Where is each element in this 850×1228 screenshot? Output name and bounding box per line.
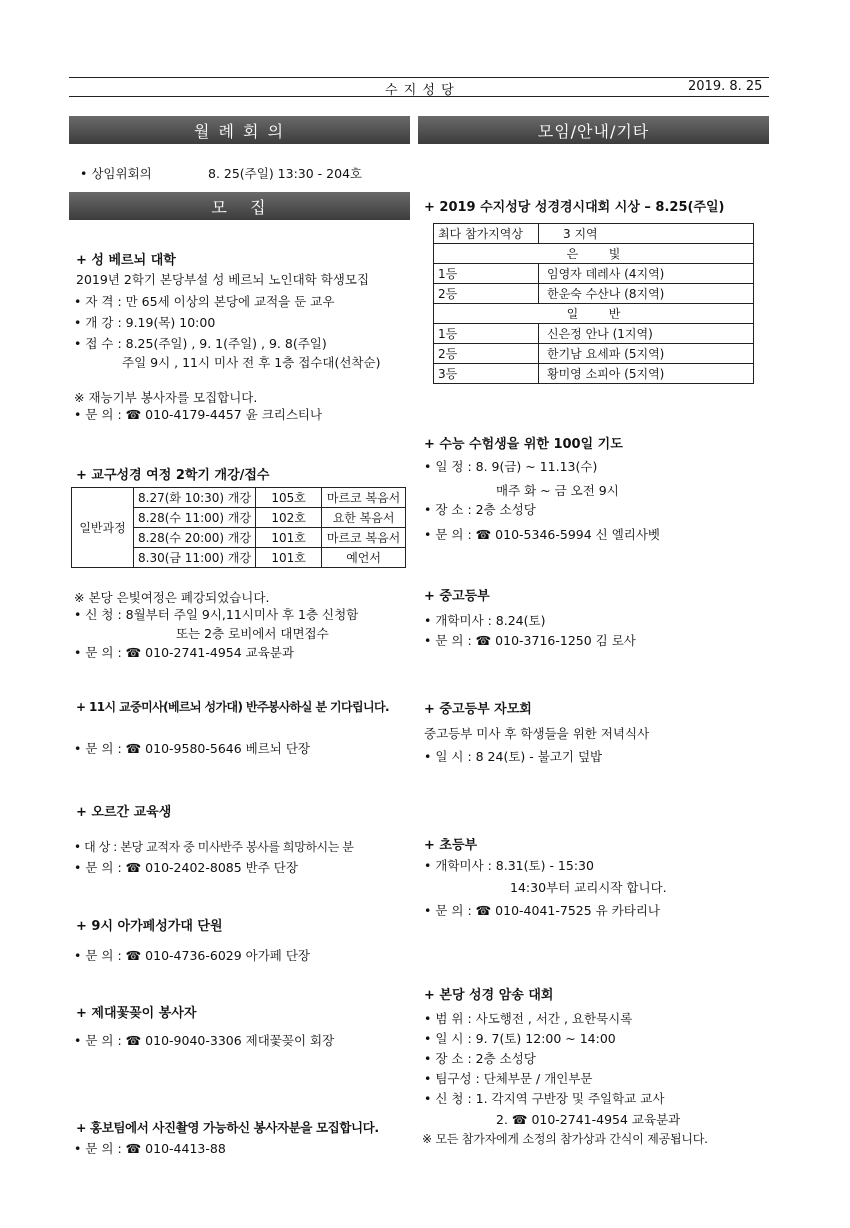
elementary-title: + 초등부 [424, 838, 478, 853]
recruit-bar: 모 집 [69, 192, 410, 220]
recitation-line: ※ 모든 참가자에게 소정의 참가상과 간식이 제공됩니다. [422, 1132, 708, 1146]
bernoi-title: + 성 베르뇌 대학 [76, 253, 176, 268]
bible-line: • 신 청 : 8월부터 주일 9시,11시미사 후 1층 신청함 [74, 607, 359, 622]
prayer-line: 매주 화 ~ 금 오전 9시 [496, 483, 619, 498]
bulletin-date: 2019. 8. 25 [688, 79, 763, 94]
header-top-rule [69, 77, 769, 78]
table-row [434, 324, 754, 344]
table-cell: 8.28(수 20:00) 개강 [134, 528, 256, 548]
table-cell: 한기남 요세파 (5지역) [539, 344, 754, 364]
table-cell: 101호 [256, 548, 322, 568]
table-cell: 8.30(금 11:00) 개강 [134, 548, 256, 568]
agape-contact: • 문 의 : ☎ 010-4736-6029 아가페 단장 [74, 948, 310, 963]
middle-high-line: • 문 의 : ☎ 010-3716-1250 김 로사 [424, 633, 636, 648]
table-cell: 임영자 데레사 (4지역) [539, 264, 754, 284]
photo-volunteer-title: + 홍보팀에서 사진촬영 가능하신 봉사자분을 모집합니다. [76, 1120, 379, 1135]
bernoi-line: 2019년 2학기 본당부설 성 베르뇌 노인대학 학생모집 [76, 272, 370, 287]
table-cell: 1등 [434, 324, 539, 344]
header-bottom-rule [69, 96, 769, 97]
table-cell: 신은정 안나 (1지역) [539, 324, 754, 344]
recitation-line: • 팀구성 : 단체부문 / 개인부문 [424, 1071, 593, 1086]
recitation-line: • 신 청 : 1. 각지역 구반장 및 주일학교 교사 [424, 1091, 665, 1106]
elementary-line: • 문 의 : ☎ 010-4041-7525 유 카타리나 [424, 903, 660, 918]
bernoi-line: • 자 격 : 만 65세 이상의 본당에 교적을 둔 교우 [74, 294, 335, 309]
meeting-value: 8. 25(주일) 13:30 - 204호 [208, 166, 363, 181]
quiz-award-table [433, 223, 754, 384]
table-row [434, 264, 754, 284]
parents-line: • 일 시 : 8 24(토) - 불고기 덮밥 [424, 749, 603, 764]
table-row [434, 244, 754, 264]
table-row [434, 304, 754, 324]
table-row [434, 344, 754, 364]
bernoi-line: 주일 9시 , 11시 미사 전 후 1층 접수대(선착순) [122, 355, 381, 370]
parents-title: + 중고등부 자모회 [424, 702, 532, 717]
bernoi-line: • 개 강 : 9.19(목) 10:00 [74, 315, 216, 330]
table-cell: 1등 [434, 264, 539, 284]
agape-title: + 9시 아가페성가대 단원 [76, 919, 223, 934]
altar-flower-contact: • 문 의 : ☎ 010-9040-3306 제대꽃꽂이 회장 [74, 1033, 335, 1048]
table-cell: 마르코 복음서 [322, 488, 406, 508]
bible-line: 또는 2층 로비에서 대면접수 [176, 626, 329, 641]
bernoi-line: ※ 재능기부 봉사자를 모집합니다. [74, 390, 258, 405]
photo-volunteer-contact: • 문 의 : ☎ 010-4413-88 [74, 1141, 226, 1156]
table-cell: 한운숙 수산나 (8지역) [539, 284, 754, 304]
recitation-line: • 일 시 : 9. 7(토) 12:00 ~ 14:00 [424, 1031, 616, 1046]
table-cell: 황미영 소피아 (5지역) [539, 364, 754, 384]
table-cell: 예언서 [322, 548, 406, 568]
table-cell: 3 지역 [539, 224, 754, 244]
table-cell: 8.28(수 11:00) 개강 [134, 508, 256, 528]
table-row [72, 488, 406, 508]
table-cell: 은 빛 [434, 244, 754, 264]
prayer-line: • 문 의 : ☎ 010-5346-5994 신 엘리사벳 [424, 527, 660, 542]
bernoi-line: • 문 의 : ☎ 010-4179-4457 윤 크리스티나 [74, 407, 323, 422]
table-cell: 마르코 복음서 [322, 528, 406, 548]
course-group: 일반과정 [72, 488, 134, 568]
elementary-line: • 개학미사 : 8.31(토) - 15:30 [424, 858, 594, 873]
bible-line: • 문 의 : ☎ 010-2741-4954 교육분과 [74, 645, 294, 660]
table-cell: 요한 복음서 [322, 508, 406, 528]
table-cell: 8.27(화 10:30) 개강 [134, 488, 256, 508]
middle-high-title: + 중고등부 [424, 589, 490, 604]
bernoi-line: • 접 수 : 8.25(주일) , 9. 1(주일) , 9. 8(주일) [74, 336, 327, 351]
table-cell: 최다 참가지역상 [434, 224, 539, 244]
bible-course-title: + 교구성경 여정 2학기 개강/접수 [76, 468, 270, 483]
parents-line: 중고등부 미사 후 학생들을 위한 저녁식사 [424, 726, 650, 741]
table-row [434, 364, 754, 384]
prayer-line: • 장 소 : 2층 소성당 [424, 502, 536, 517]
recitation-title: + 본당 성경 암송 대회 [424, 988, 554, 1003]
meeting-label: • 상임위회의 [80, 166, 152, 181]
gathering-bar: 모임/안내/기타 [418, 116, 769, 144]
recitation-line: • 장 소 : 2층 소성당 [424, 1051, 536, 1066]
altar-flower-title: + 제대꽃꽂이 봉사자 [76, 1006, 197, 1021]
accompanist-title: + 11시 교중미사(베르뇌 성가대) 반주봉사하실 분 기다립니다. [76, 700, 389, 714]
bible-quiz-title: + 2019 수지성당 성경경시대회 시상 – 8.25(주일) [424, 200, 725, 215]
middle-high-line: • 개학미사 : 8.24(토) [424, 613, 546, 628]
elementary-line: 14:30부터 교리시작 합니다. [510, 880, 667, 895]
exam-prayer-title: + 수능 수험생을 위한 100일 기도 [424, 437, 623, 452]
table-row [434, 284, 754, 304]
organ-title: + 오르간 교육생 [76, 805, 172, 820]
bible-line: ※ 본당 은빛여정은 폐강되었습니다. [74, 590, 270, 605]
table-cell: 3등 [434, 364, 539, 384]
table-cell: 2등 [434, 344, 539, 364]
organ-line: • 문 의 : ☎ 010-2402-8085 반주 단장 [74, 860, 298, 875]
prayer-line: • 일 정 : 8. 9(금) ~ 11.13(수) [424, 459, 598, 474]
recitation-line: • 범 위 : 사도행전 , 서간 , 요한묵시록 [424, 1011, 633, 1026]
table-cell: 105호 [256, 488, 322, 508]
monthly-meeting-bar: 월 례 회 의 [69, 116, 410, 144]
accompanist-contact: • 문 의 : ☎ 010-9580-5646 베르뇌 단장 [74, 741, 310, 756]
recitation-line: 2. ☎ 010-2741-4954 교육분과 [496, 1112, 681, 1127]
parish-title: 수 지 성 당 [385, 83, 455, 98]
bible-course-table [71, 487, 406, 568]
table-cell: 102호 [256, 508, 322, 528]
organ-line: • 대 상 : 본당 교적자 중 미사반주 봉사를 희망하시는 분 [74, 840, 354, 854]
table-cell: 일 반 [434, 304, 754, 324]
table-cell: 101호 [256, 528, 322, 548]
table-cell: 2등 [434, 284, 539, 304]
table-row [434, 224, 754, 244]
